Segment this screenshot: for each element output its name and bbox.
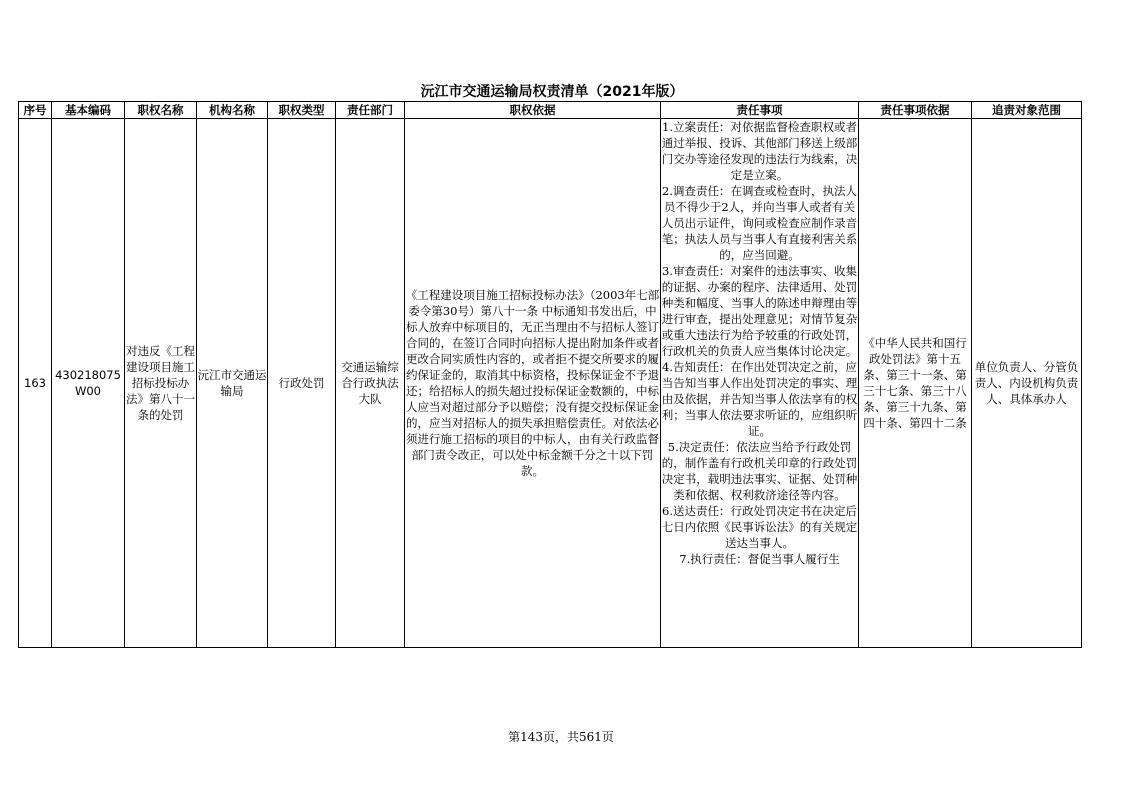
- duty-item-investigation: 2.调查责任：在调查或检查时，执法人员不得少于2人，并向当事人或者有关人员出示证件，询问或检查应制作录音笔；执法人员与当事人有直接利害关系的，应当回避。: [661, 184, 858, 262]
- row-accountability: 单位负责人、分管负责人、内设机构负责人、具体承办人: [972, 119, 1082, 648]
- header-power-type: 职权类型: [268, 102, 336, 119]
- row-org-name: 沅江市交通运输局: [197, 119, 268, 648]
- duty-item-service: 6.送达责任：行政处罚决定书在决定后七日内依照《民事诉讼法》的有关规定送达当事人。: [661, 504, 858, 550]
- row-duty-items: [661, 119, 859, 648]
- power-responsibility-table: [18, 101, 1082, 648]
- duty-item-execution: 7.执行责任：督促当事人履行生: [679, 552, 840, 566]
- header-basis: 职权依据: [405, 102, 661, 119]
- header-duty-basis: 责任事项依据: [859, 102, 972, 119]
- page-number: 第143页，共561页: [508, 730, 614, 744]
- row-index: 163: [19, 119, 52, 648]
- header-power-name: 职权名称: [125, 102, 197, 119]
- duty-items-list: [661, 119, 858, 647]
- header-code: 基本编码: [52, 102, 125, 119]
- duty-item-notification: 4.告知责任：在作出处罚决定之前，应当告知当事人作出处罚决定的事实、理由及依据，并告知当事人依法享有的权利；当事人依法要求听证的，应组织听证。: [661, 360, 858, 438]
- header-department: 责任部门: [336, 102, 405, 119]
- row-power-name: 对违反《工程建设项目施工招标投标办法》第八十一条的处罚: [125, 119, 197, 648]
- duty-item-decision: 5.决定责任：依法应当给予行政处罚的，制作盖有行政机关印章的行政处罚决定书，载明违法事实、证据、处罚种类和依据、权利救济途径等内容。: [661, 440, 858, 502]
- table-header-row: [19, 102, 1082, 119]
- table-row: [19, 119, 1082, 648]
- document-title: 沅江市交通运输局权责清单（2021年版）: [420, 84, 684, 100]
- row-basis: 《工程建设项目施工招标投标办法》（2003年七部委令第30号）第八十一条 中标通知书发出后，中标人放弃中标项目的，无正当理由不与招标人签订合同的，在签订合同时向招标人提出附加条件或者更改合同实质性内容的，或者拒不提交所要求的履约保证金的，取消其中标资格，投标保证金不予退还；给招标人的损失超过投标保证金数额的，中标人应当对超过部分予以赔偿；没有提交投标保证金的，应当对招标人的损失承担赔偿责任。对依法必须进行施工招标的项目的中标人，由有关行政监督部门责令改正，可以处中标金额千分之十以下罚款。: [405, 119, 661, 648]
- header-index: 序号: [19, 102, 52, 119]
- header-duty-items: 责任事项: [661, 102, 859, 119]
- duty-item-review: 3.审查责任：对案件的违法事实、收集的证据、办案的程序、法律适用、处罚种类和幅度、当事人的陈述申辩理由等进行审查，提出处理意见；对情节复杂或重大违法行为给予较重的行政处罚，行政机关的负责人应当集体讨论决定。: [661, 264, 858, 358]
- duty-item-filing: 1.立案责任：对依据监督检查职权或者通过举报、投诉、其他部门移送上级部门交办等途径发现的违法行为线索，决定是立案。: [661, 120, 858, 182]
- row-department: 交通运输综合行政执法大队: [336, 119, 405, 648]
- row-code: 430218075W00: [52, 119, 125, 648]
- header-accountability: 追责对象范围: [972, 102, 1082, 119]
- header-org-name: 机构名称: [197, 102, 268, 119]
- row-power-type: 行政处罚: [268, 119, 336, 648]
- row-duty-basis: 《中华人民共和国行政处罚法》第十五条、第三十一条、第三十七条、第三十八条、第三十九条、第四十条、第四十二条: [859, 119, 972, 648]
